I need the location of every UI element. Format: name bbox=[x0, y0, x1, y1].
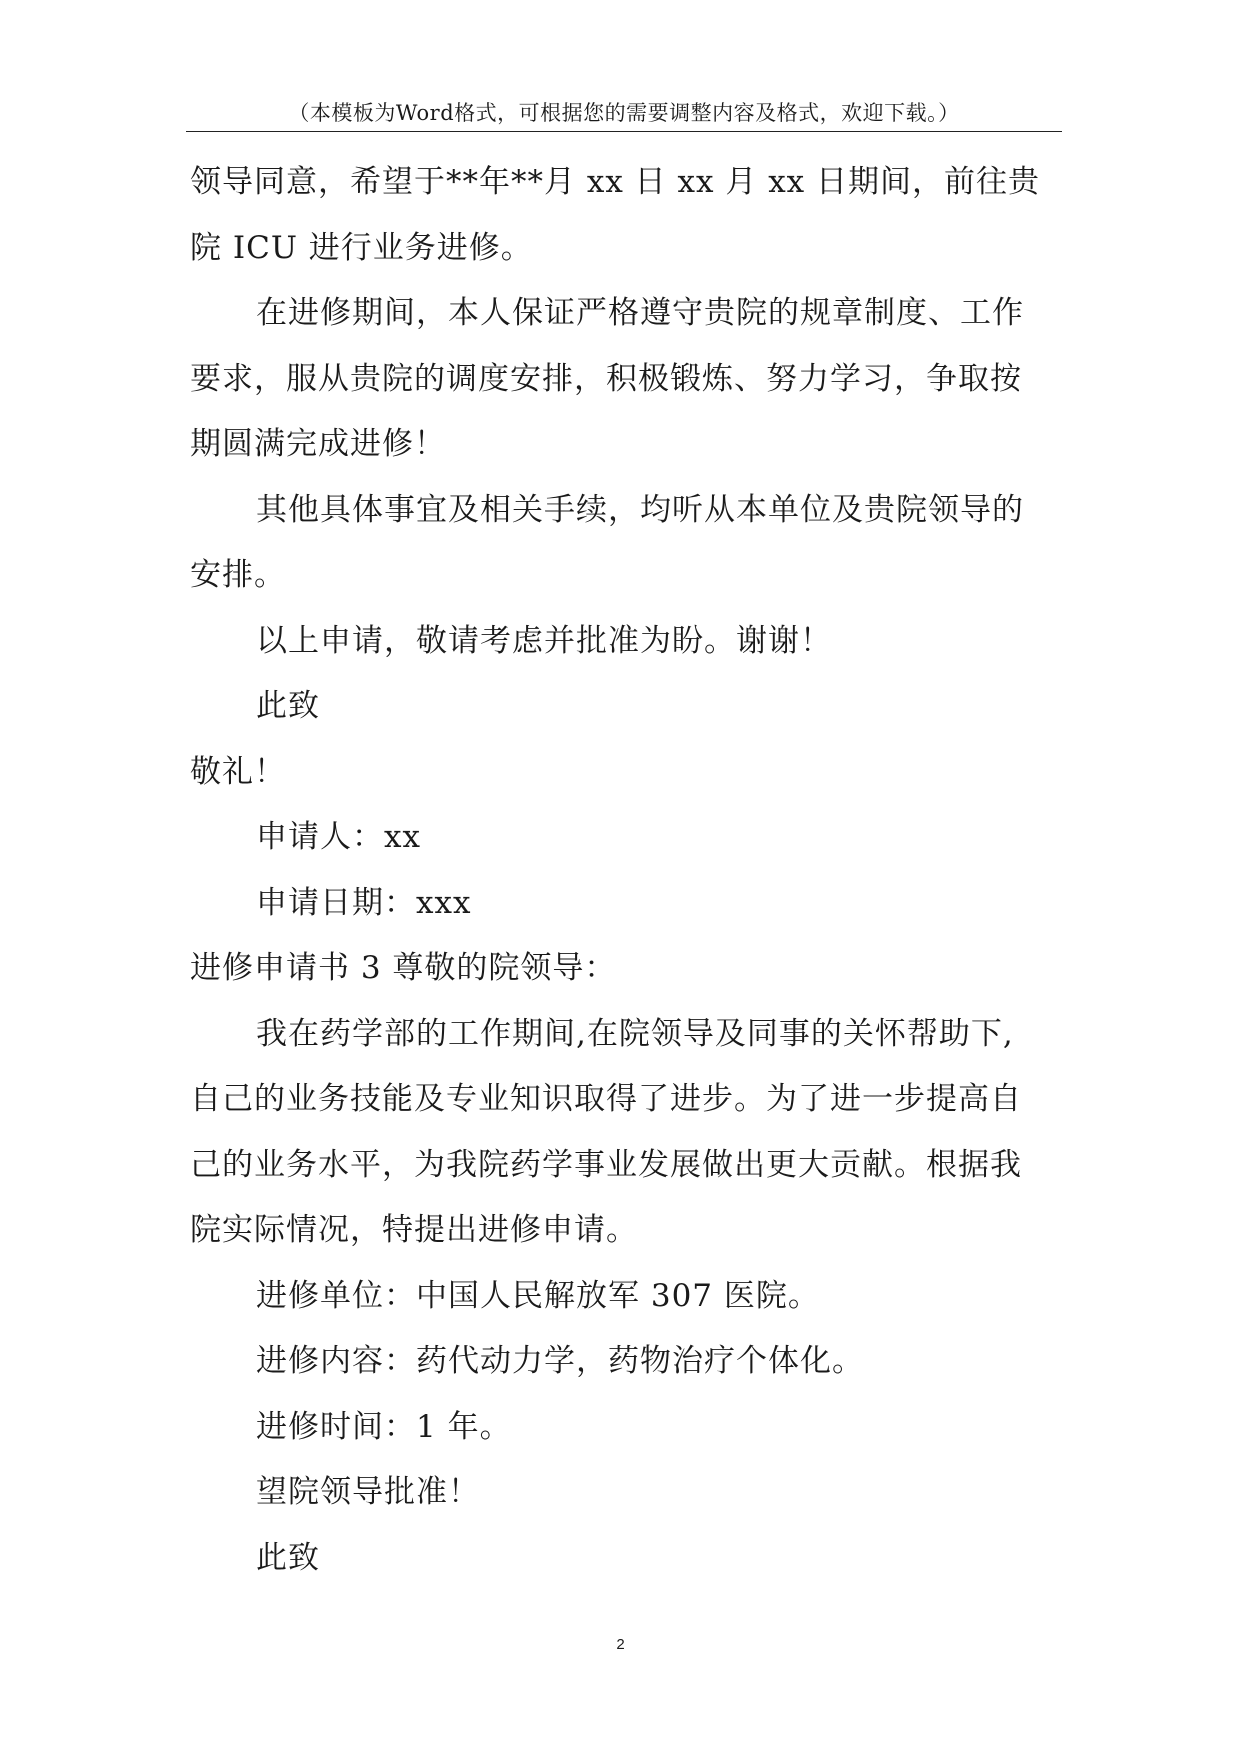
application-date-line: 申请日期：xxx bbox=[256, 884, 472, 921]
paragraph-line: 己的业务水平，为我院药学事业发展做出更大贡献。根据我 bbox=[190, 1146, 1022, 1183]
paragraph-line: 期圆满完成进修！ bbox=[190, 426, 446, 462]
document-body bbox=[190, 150, 1062, 1591]
paragraph-line: 我在药学部的工作期间,在院领导及同事的关怀帮助下, bbox=[256, 1015, 1014, 1052]
section-title-line: 进修申请书 3 尊敬的院领导： bbox=[190, 950, 617, 986]
paragraph-line: 以上申请，敬请考虑并批准为盼。谢谢！ bbox=[256, 622, 832, 659]
paragraph-line: 院 ICU 进行业务进修。 bbox=[190, 229, 533, 266]
paragraph-line: 要求，服从贵院的调度安排，积极锻炼、努力学习，争取按 bbox=[190, 360, 1022, 397]
study-duration-line: 进修时间：1 年。 bbox=[256, 1408, 512, 1445]
header-divider bbox=[186, 131, 1062, 132]
paragraph-line: 领导同意，希望于**年**月 xx 日 xx 月 xx 日期间，前往贵 bbox=[190, 164, 1041, 200]
paragraph-line: 院实际情况，特提出进修申请。 bbox=[190, 1212, 638, 1248]
page-number: 2 bbox=[616, 1636, 625, 1653]
paragraph-line: 在进修期间，本人保证严格遵守贵院的规章制度、工作 bbox=[256, 295, 1024, 331]
salutation-line: 敬礼！ bbox=[190, 753, 286, 790]
paragraph-line: 其他具体事宜及相关手续，均听从本单位及贵院领导的 bbox=[256, 491, 1024, 528]
paragraph-line: 安排。 bbox=[190, 557, 286, 593]
header-note: （本模板为Word格式，可根据您的需要调整内容及格式，欢迎下载。） bbox=[288, 101, 960, 125]
closing-line: 此致 bbox=[256, 1539, 320, 1576]
study-content-line: 进修内容：药代动力学，药物治疗个体化。 bbox=[256, 1343, 864, 1379]
study-unit-line: 进修单位：中国人民解放军 307 医院。 bbox=[256, 1277, 820, 1314]
closing-line: 此致 bbox=[256, 688, 320, 724]
applicant-line: 申请人：xx bbox=[256, 819, 421, 855]
paragraph-line: 望院领导批准！ bbox=[256, 1474, 480, 1510]
paragraph-line: 自己的业务技能及专业知识取得了进步。为了进一步提高自 bbox=[190, 1081, 1022, 1117]
